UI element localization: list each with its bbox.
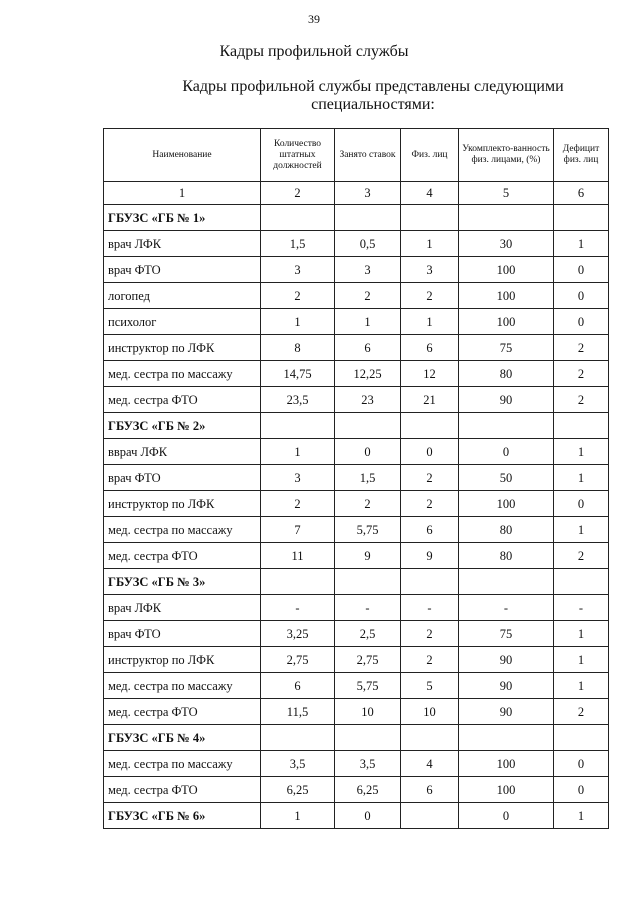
cell-staffing: 90 xyxy=(459,647,554,673)
cell-occupied: 6,25 xyxy=(335,777,401,803)
cell-persons: 6 xyxy=(401,517,459,543)
cell-persons: 4 xyxy=(401,751,459,777)
cell-name: вврач ЛФК xyxy=(104,439,261,465)
column-number: 6 xyxy=(554,182,609,205)
cell-positions: 3,25 xyxy=(261,621,335,647)
cell-persons: 2 xyxy=(401,283,459,309)
cell-staffing: 100 xyxy=(459,309,554,335)
cell-occupied: 2,75 xyxy=(335,647,401,673)
cell-name: мед. сестра ФТО xyxy=(104,387,261,413)
cell-occupied xyxy=(335,569,401,595)
cell-occupied xyxy=(335,205,401,231)
table-row xyxy=(104,335,609,361)
cell-name: мед. сестра ФТО xyxy=(104,777,261,803)
cell-staffing: 75 xyxy=(459,621,554,647)
cell-occupied: 9 xyxy=(335,543,401,569)
institution-row xyxy=(104,413,609,439)
cell-name: ГБУЗС «ГБ № 3» xyxy=(104,569,261,595)
cell-staffing: 100 xyxy=(459,777,554,803)
cell-positions: 1 xyxy=(261,803,335,829)
column-number: 1 xyxy=(104,182,261,205)
cell-persons: 1 xyxy=(401,309,459,335)
cell-name: врач ЛФК xyxy=(104,595,261,621)
table-row xyxy=(104,517,609,543)
cell-staffing: 90 xyxy=(459,387,554,413)
cell-name: мед. сестра по массажу xyxy=(104,751,261,777)
table-row xyxy=(104,465,609,491)
cell-name: мед. сестра ФТО xyxy=(104,699,261,725)
cell-deficit: 0 xyxy=(554,283,609,309)
cell-staffing xyxy=(459,569,554,595)
cell-positions: 1 xyxy=(261,439,335,465)
header-persons: Физ. лиц xyxy=(401,129,459,182)
institution-row xyxy=(104,803,609,829)
cell-deficit: 1 xyxy=(554,439,609,465)
cell-positions: 14,75 xyxy=(261,361,335,387)
cell-deficit: - xyxy=(554,595,609,621)
table-row xyxy=(104,283,609,309)
cell-occupied: - xyxy=(335,595,401,621)
cell-deficit: 0 xyxy=(554,777,609,803)
cell-staffing: 90 xyxy=(459,699,554,725)
cell-name: логопед xyxy=(104,283,261,309)
header-occupied-rates: Занято ставок xyxy=(335,129,401,182)
cell-occupied: 5,75 xyxy=(335,673,401,699)
cell-staffing: 75 xyxy=(459,335,554,361)
cell-persons xyxy=(401,569,459,595)
table-row xyxy=(104,361,609,387)
cell-positions: 6,25 xyxy=(261,777,335,803)
cell-positions xyxy=(261,205,335,231)
cell-deficit: 0 xyxy=(554,309,609,335)
cell-persons xyxy=(401,413,459,439)
table-row xyxy=(104,543,609,569)
cell-positions: 2,75 xyxy=(261,647,335,673)
cell-occupied: 23 xyxy=(335,387,401,413)
cell-persons: 0 xyxy=(401,439,459,465)
table-row xyxy=(104,387,609,413)
cell-deficit xyxy=(554,205,609,231)
cell-positions: 7 xyxy=(261,517,335,543)
column-number-row xyxy=(104,182,609,205)
cell-name: ГБУЗС «ГБ № 4» xyxy=(104,725,261,751)
cell-positions: 3 xyxy=(261,257,335,283)
cell-deficit xyxy=(554,413,609,439)
cell-deficit: 1 xyxy=(554,517,609,543)
cell-positions xyxy=(261,413,335,439)
cell-name: мед. сестра по массажу xyxy=(104,517,261,543)
header-positions: Количество штатных должностей xyxy=(261,129,335,182)
cell-positions xyxy=(261,725,335,751)
cell-positions: 3 xyxy=(261,465,335,491)
cell-deficit: 0 xyxy=(554,751,609,777)
cell-persons: 6 xyxy=(401,335,459,361)
header-name: Наименование xyxy=(104,129,261,182)
cell-occupied: 2 xyxy=(335,491,401,517)
cell-occupied: 3,5 xyxy=(335,751,401,777)
cell-occupied: 1 xyxy=(335,309,401,335)
header-staffing-percent: Укомплекто-ванность физ. лицами, (%) xyxy=(459,129,554,182)
cell-staffing: 80 xyxy=(459,543,554,569)
cell-name: ГБУЗС «ГБ № 6» xyxy=(104,803,261,829)
column-number: 5 xyxy=(459,182,554,205)
table-row xyxy=(104,647,609,673)
cell-positions: 11 xyxy=(261,543,335,569)
column-number: 4 xyxy=(401,182,459,205)
cell-occupied: 1,5 xyxy=(335,465,401,491)
cell-deficit: 2 xyxy=(554,335,609,361)
cell-staffing xyxy=(459,725,554,751)
cell-positions: 2 xyxy=(261,491,335,517)
cell-positions: 2 xyxy=(261,283,335,309)
cell-deficit: 2 xyxy=(554,387,609,413)
cell-occupied: 12,25 xyxy=(335,361,401,387)
cell-occupied: 0 xyxy=(335,803,401,829)
cell-staffing: 80 xyxy=(459,517,554,543)
cell-deficit: 1 xyxy=(554,673,609,699)
cell-deficit: 1 xyxy=(554,803,609,829)
cell-name: ГБУЗС «ГБ № 1» xyxy=(104,205,261,231)
cell-name: мед. сестра по массажу xyxy=(104,361,261,387)
cell-persons: 2 xyxy=(401,465,459,491)
cell-deficit: 1 xyxy=(554,465,609,491)
institution-row xyxy=(104,569,609,595)
cell-persons: - xyxy=(401,595,459,621)
cell-name: врач ЛФК xyxy=(104,231,261,257)
cell-name: психолог xyxy=(104,309,261,335)
cell-persons: 2 xyxy=(401,621,459,647)
cell-occupied xyxy=(335,725,401,751)
column-number: 2 xyxy=(261,182,335,205)
header-deficit: Дефицит физ. лиц xyxy=(554,129,609,182)
cell-name: мед. сестра по массажу xyxy=(104,673,261,699)
table-row xyxy=(104,777,609,803)
table-row xyxy=(104,751,609,777)
cell-name: инструктор по ЛФК xyxy=(104,335,261,361)
cell-occupied: 0,5 xyxy=(335,231,401,257)
cell-name: врач ФТО xyxy=(104,621,261,647)
cell-deficit: 0 xyxy=(554,257,609,283)
cell-name: инструктор по ЛФК xyxy=(104,647,261,673)
table-row xyxy=(104,231,609,257)
table-row xyxy=(104,257,609,283)
cell-persons: 3 xyxy=(401,257,459,283)
table-header-row xyxy=(104,129,609,182)
cell-persons xyxy=(401,205,459,231)
cell-occupied xyxy=(335,413,401,439)
cell-staffing: 100 xyxy=(459,257,554,283)
cell-positions: 1 xyxy=(261,309,335,335)
cell-persons: 2 xyxy=(401,491,459,517)
page-number: 39 xyxy=(308,12,320,26)
cell-staffing: 80 xyxy=(459,361,554,387)
cell-deficit: 1 xyxy=(554,231,609,257)
cell-persons: 5 xyxy=(401,673,459,699)
staff-table xyxy=(103,128,609,829)
column-number: 3 xyxy=(335,182,401,205)
table-row xyxy=(104,699,609,725)
cell-persons: 6 xyxy=(401,777,459,803)
cell-persons: 9 xyxy=(401,543,459,569)
cell-staffing xyxy=(459,413,554,439)
section-title: Кадры профильной службы xyxy=(219,43,409,60)
cell-deficit: 2 xyxy=(554,543,609,569)
cell-staffing xyxy=(459,205,554,231)
cell-name: ГБУЗС «ГБ № 2» xyxy=(104,413,261,439)
cell-name: инструктор по ЛФК xyxy=(104,491,261,517)
cell-occupied: 0 xyxy=(335,439,401,465)
cell-occupied: 3 xyxy=(335,257,401,283)
table-body xyxy=(104,182,609,829)
cell-positions: 3,5 xyxy=(261,751,335,777)
cell-occupied: 5,75 xyxy=(335,517,401,543)
institution-row xyxy=(104,205,609,231)
cell-name: врач ФТО xyxy=(104,465,261,491)
cell-persons: 2 xyxy=(401,647,459,673)
cell-deficit xyxy=(554,725,609,751)
cell-positions: 1,5 xyxy=(261,231,335,257)
cell-persons: 21 xyxy=(401,387,459,413)
cell-positions: 11,5 xyxy=(261,699,335,725)
cell-occupied: 2,5 xyxy=(335,621,401,647)
cell-positions xyxy=(261,569,335,595)
intro-text: Кадры профильной службы представлены следующими специальностями: xyxy=(182,78,564,113)
cell-occupied: 10 xyxy=(335,699,401,725)
cell-staffing: 0 xyxy=(459,439,554,465)
cell-occupied: 2 xyxy=(335,283,401,309)
cell-persons: 12 xyxy=(401,361,459,387)
cell-persons xyxy=(401,725,459,751)
institution-row xyxy=(104,725,609,751)
table-row xyxy=(104,673,609,699)
cell-positions: 8 xyxy=(261,335,335,361)
cell-staffing: 0 xyxy=(459,803,554,829)
cell-deficit: 1 xyxy=(554,647,609,673)
cell-positions: - xyxy=(261,595,335,621)
table-row xyxy=(104,595,609,621)
cell-deficit: 1 xyxy=(554,621,609,647)
cell-positions: 23,5 xyxy=(261,387,335,413)
cell-occupied: 6 xyxy=(335,335,401,361)
cell-staffing: - xyxy=(459,595,554,621)
cell-staffing: 30 xyxy=(459,231,554,257)
cell-staffing: 100 xyxy=(459,283,554,309)
cell-name: врач ФТО xyxy=(104,257,261,283)
table-row xyxy=(104,439,609,465)
cell-deficit: 2 xyxy=(554,361,609,387)
cell-name: мед. сестра ФТО xyxy=(104,543,261,569)
table-row xyxy=(104,309,609,335)
cell-staffing: 90 xyxy=(459,673,554,699)
cell-persons xyxy=(401,803,459,829)
cell-deficit: 2 xyxy=(554,699,609,725)
cell-staffing: 100 xyxy=(459,491,554,517)
cell-staffing: 100 xyxy=(459,751,554,777)
table-row xyxy=(104,621,609,647)
cell-persons: 1 xyxy=(401,231,459,257)
table-row xyxy=(104,491,609,517)
cell-persons: 10 xyxy=(401,699,459,725)
cell-staffing: 50 xyxy=(459,465,554,491)
cell-positions: 6 xyxy=(261,673,335,699)
cell-deficit xyxy=(554,569,609,595)
cell-deficit: 0 xyxy=(554,491,609,517)
